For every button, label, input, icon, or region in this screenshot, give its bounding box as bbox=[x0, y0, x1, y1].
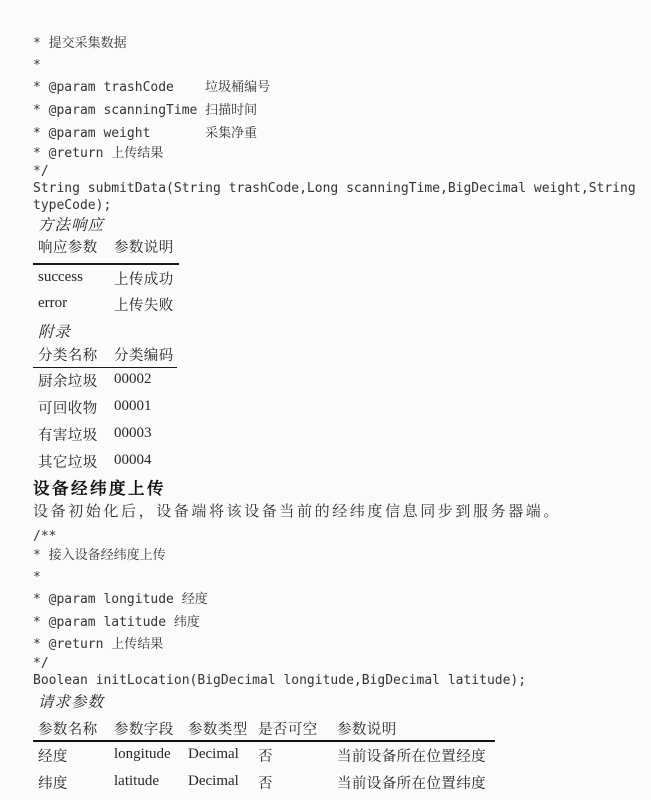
table-header-row bbox=[33, 348, 177, 368]
table-header-cell: 分类编码 bbox=[114, 348, 174, 364]
method-response-heading: 方法响应 bbox=[38, 217, 105, 234]
table-cell: longitude bbox=[114, 746, 171, 762]
code-comment-line: * bbox=[33, 570, 41, 585]
appendix-heading: 附录 bbox=[38, 324, 72, 341]
table-cell: 00002 bbox=[114, 371, 152, 387]
code-comment-line: * @param scanningTime 扫描时间 bbox=[33, 103, 258, 118]
table-cell: 经度 bbox=[38, 749, 68, 765]
table-cell: success bbox=[38, 269, 83, 285]
table-row bbox=[33, 265, 179, 291]
table-cell: 当前设备所在位置经度 bbox=[337, 749, 486, 765]
code-comment-line: * @return 上传结果 bbox=[33, 637, 164, 652]
code-comment-line: * 提交采集数据 bbox=[33, 36, 127, 51]
table-header-cell: 参数说明 bbox=[114, 240, 174, 256]
code-comment-line: * 接入设备经纬度上传 bbox=[33, 548, 166, 563]
appendix-table bbox=[33, 348, 177, 476]
code-line-init-location: Boolean initLocation(BigDecimal longitude,BigDecimal latitude); bbox=[33, 673, 527, 688]
code-comment-line: * @param trashCode 垃圾桶编号 bbox=[33, 80, 271, 95]
table-row bbox=[33, 769, 495, 796]
code-comment-line: * bbox=[33, 58, 41, 73]
table-cell: 否 bbox=[258, 776, 273, 792]
submit-data-doc-section bbox=[33, 33, 644, 476]
table-cell: 纬度 bbox=[38, 776, 68, 792]
table-header-row bbox=[33, 722, 495, 742]
table-cell: 厨余垃圾 bbox=[38, 374, 98, 390]
table-cell: Decimal bbox=[188, 746, 239, 762]
table-row bbox=[33, 422, 177, 449]
code-comment-line: /** bbox=[33, 529, 57, 544]
table-cell: Decimal bbox=[188, 773, 239, 789]
table-row bbox=[33, 395, 177, 422]
code-comment-line: */ bbox=[33, 164, 49, 179]
table-row bbox=[33, 368, 177, 395]
code-comment-line: * @param weight 采集净重 bbox=[33, 126, 258, 141]
table-row bbox=[33, 449, 177, 476]
code-comment-line: */ bbox=[33, 656, 49, 671]
table-cell: 00003 bbox=[114, 425, 152, 441]
table-header-cell: 响应参数 bbox=[38, 240, 98, 256]
table-header-row bbox=[33, 240, 179, 265]
table-header-cell: 参数说明 bbox=[337, 722, 397, 738]
table-cell: error bbox=[38, 295, 68, 311]
table-cell: 可回收物 bbox=[38, 401, 98, 417]
table-cell: 有害垃圾 bbox=[38, 428, 98, 444]
response-table bbox=[33, 240, 179, 317]
code-comment-line: * @return 上传结果 bbox=[33, 146, 164, 161]
code-line-submit-data: String submitData(String trashCode,Long scanningTime,BigDecimal weight,String typeCode); bbox=[33, 181, 644, 213]
table-cell: 00004 bbox=[114, 452, 152, 468]
code-comment-line: * @param latitude 纬度 bbox=[33, 615, 200, 630]
code-comment-line: * @param longitude 经度 bbox=[33, 592, 208, 607]
request-params-table bbox=[33, 722, 495, 796]
table-cell: 上传失败 bbox=[114, 298, 174, 314]
table-header-cell: 是否可空 bbox=[258, 722, 318, 738]
table-cell: 否 bbox=[258, 749, 273, 765]
table-cell: 上传成功 bbox=[114, 272, 174, 288]
section-intro-text: 设备初始化后，设备端将该设备当前的经纬度信息同步到服务器端。 bbox=[33, 503, 562, 520]
table-header-cell: 参数字段 bbox=[114, 722, 174, 738]
init-location-doc-section bbox=[33, 479, 636, 796]
table-header-cell: 分类名称 bbox=[38, 348, 98, 364]
table-header-cell: 参数名称 bbox=[38, 722, 98, 738]
section-title: 设备经纬度上传 bbox=[33, 480, 166, 498]
request-params-heading: 请求参数 bbox=[38, 694, 105, 711]
table-cell: 00001 bbox=[114, 398, 152, 414]
table-row bbox=[33, 742, 495, 769]
table-header-cell: 参数类型 bbox=[188, 722, 248, 738]
table-cell: 其它垃圾 bbox=[38, 455, 98, 471]
table-cell: 当前设备所在位置纬度 bbox=[337, 776, 486, 792]
table-row bbox=[33, 291, 179, 317]
table-cell: latitude bbox=[114, 773, 159, 789]
